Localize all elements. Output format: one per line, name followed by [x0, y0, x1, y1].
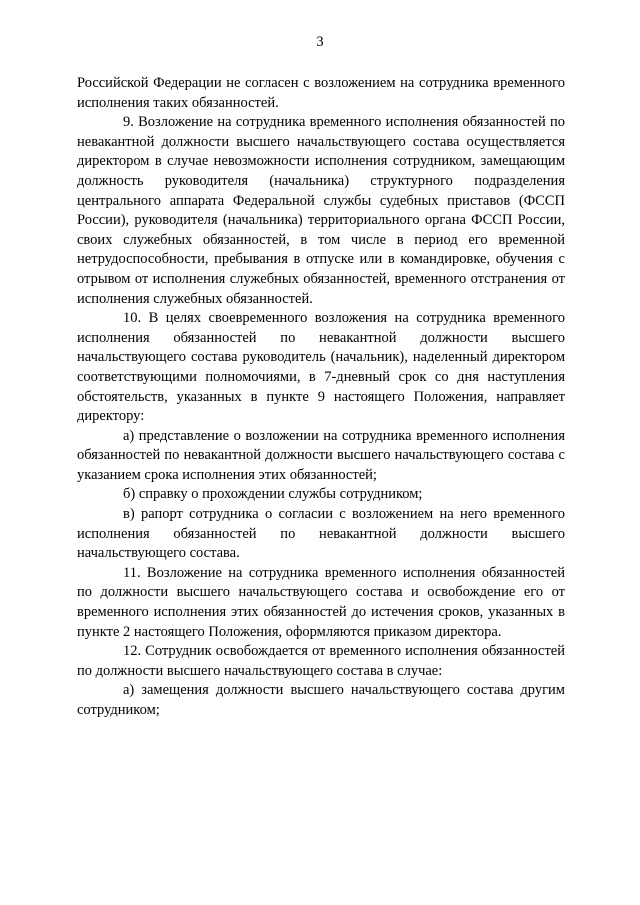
document-body [77, 74, 565, 721]
paragraph-10-a: а) представление о возложении на сотрудника временного исполнения обязанностей по невакантной должности высшего начальствующего состава с указанием срока исполнения этих обязанностей; [77, 427, 565, 483]
paragraph-10: 10. В целях своевременного возложения на сотрудника временного исполнения обязанностей по невакантной должности высшего начальствующего состава руководитель (начальник), наделенный директором соответствующими полномочиями, в 7-дневный срок со дня наступления обстоятельств, указанных в пункте 9 настоящего Положения, направляет директору: [77, 310, 565, 425]
paragraph-12-a: а) замещения должности высшего начальствующего состава другим сотрудником; [77, 682, 565, 718]
paragraph-11: 11. Возложение на сотрудника временного исполнения обязанностей по должности высшего начальствующего состава и освобождение его от временного исполнения этих обязанностей до истечения сроков, указанных в пункте 2 настоящего Положения, оформляются приказом директора. [77, 564, 565, 640]
paragraph-10-v: в) рапорт сотрудника о согласии с возложением на него временного исполнения обязанностей по невакантной должности высшего начальствующего состава. [77, 506, 565, 562]
paragraph-10-b: б) справку о прохождении службы сотрудником; [123, 486, 423, 503]
page-number: 3 [316, 34, 324, 50]
paragraph-12: 12. Сотрудник освобождается от временного исполнения обязанностей по должности высшего начальствующего состава в случае: [77, 643, 565, 679]
paragraph-9: 9. Возложение на сотрудника временного исполнения обязанностей по невакантной должности высшего начальствующего состава осуществляется директором в случае невозможности исполнения сотрудником, замещающим должность руководителя (начальника) структурного подразделения центрального аппарата Федеральной службы судебных приставов (ФССП России), руководителя (начальника) территориального органа ФССП России, своих служебных обязанностей, в том числе в период его временной нетрудоспособности, пребывания в отпуске или в командировке, обучения с отрывом от исполнения служебных обязанностей, временного отстранения от исполнения служебных обязанностей. [77, 114, 565, 307]
paragraph-continuation: Российской Федерации не согласен с возложением на сотрудника временного исполнения таких обязанностей. [77, 75, 565, 111]
